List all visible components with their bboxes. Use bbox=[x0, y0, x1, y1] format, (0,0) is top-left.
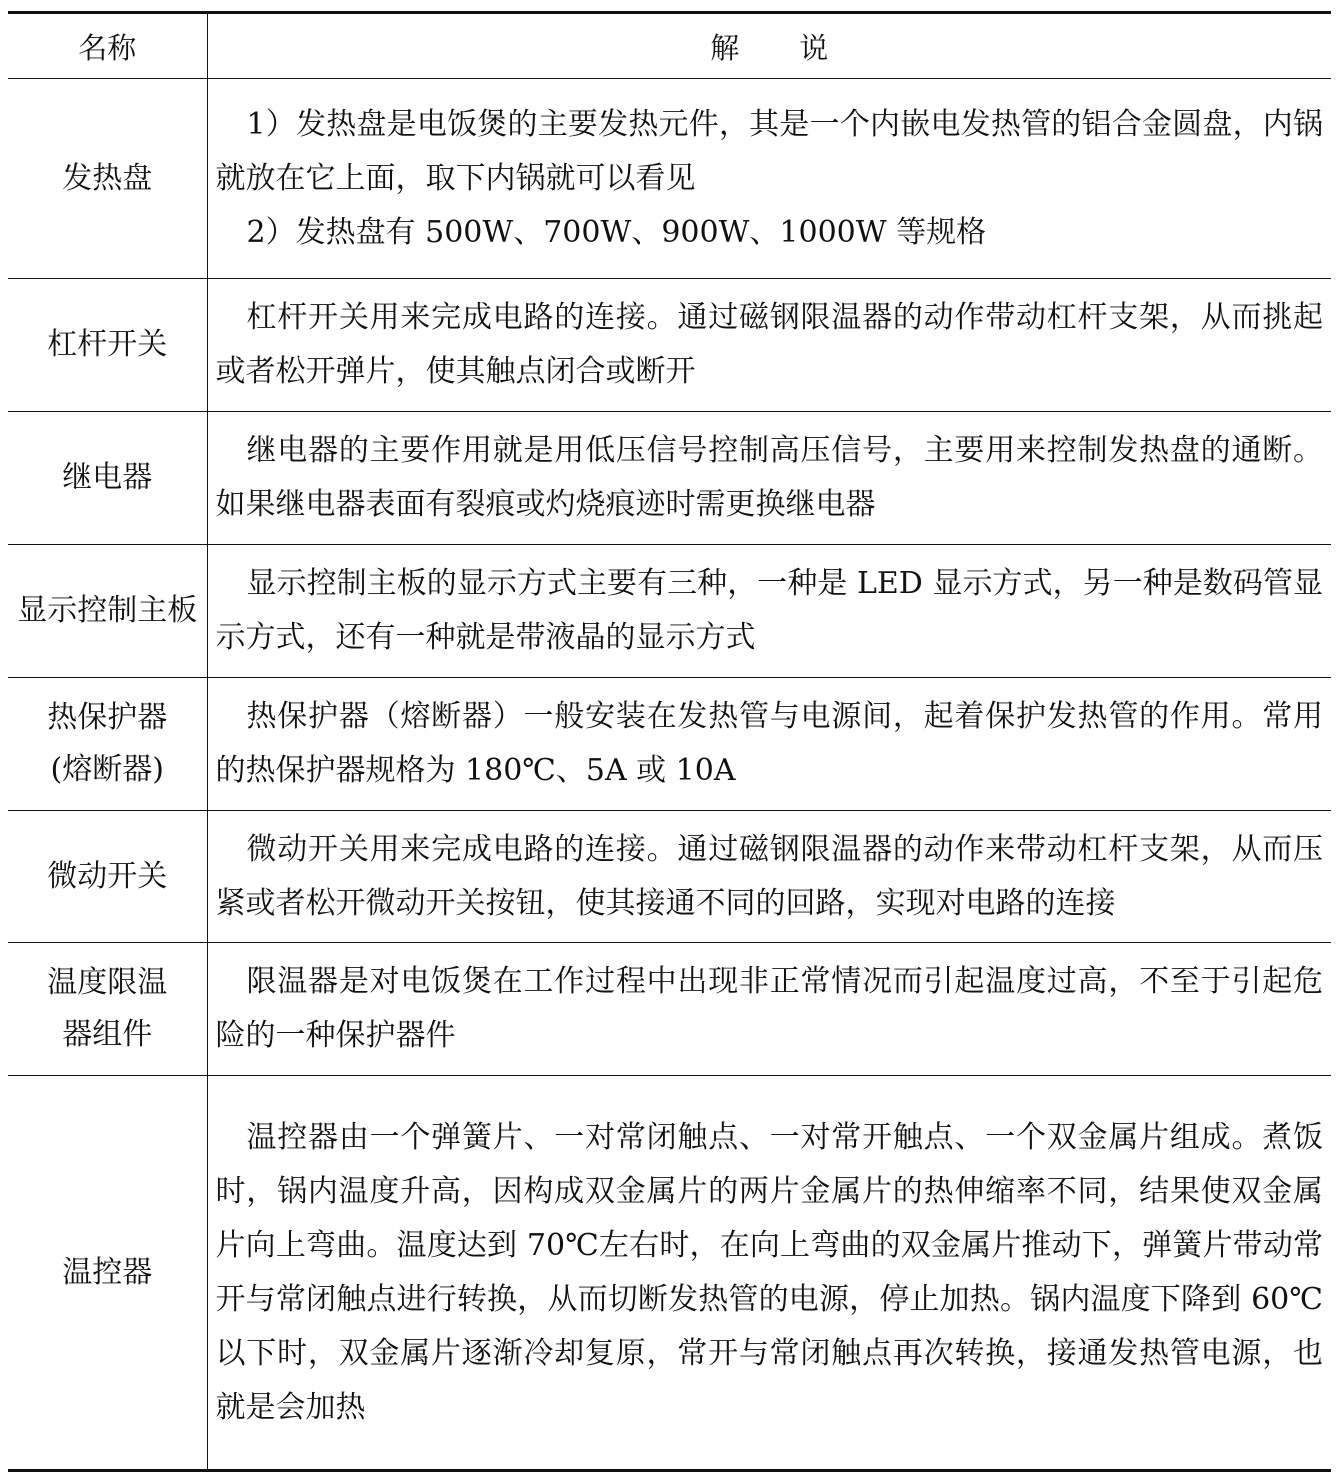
component-name: 显示控制主板 bbox=[17, 593, 198, 628]
description-paragraph: 限温器是对电饭煲在工作过程中出现非正常情况而引起温度过高，不至于引起危险的一种保护器件 bbox=[215, 964, 1323, 1053]
description-paragraph: 杠杆开关用来完成电路的连接。通过磁钢限温器的动作带动杠杆支架，从而挑起或者松开弹片，使其触点闭合或断开 bbox=[215, 300, 1323, 389]
name-column-header: 名称 bbox=[8, 13, 207, 79]
component-name: 热保护器 bbox=[47, 700, 168, 735]
component-name-cell bbox=[8, 943, 207, 1076]
description-paragraph: 微动开关用来完成电路的连接。通过磁钢限温器的动作来带动杠杆支架，从而压紧或者松开微动开关按钮，使其接通不同的回路，实现对电路的连接 bbox=[215, 831, 1323, 921]
component-table bbox=[8, 11, 1331, 1472]
description-paragraph: 2）发热盘有 500W、700W、900W、1000W 等规格 bbox=[246, 214, 987, 250]
table-row bbox=[8, 545, 1331, 678]
component-description-cell bbox=[207, 1076, 1331, 1471]
table-row bbox=[8, 79, 1331, 279]
component-description-cell bbox=[207, 279, 1331, 412]
table-row bbox=[8, 279, 1331, 412]
component-name: 发热盘 bbox=[62, 160, 153, 196]
component-name: 器组件 bbox=[62, 1017, 153, 1052]
component-name-cell bbox=[8, 811, 207, 943]
component-name: 杠杆开关 bbox=[47, 327, 168, 362]
component-description-cell bbox=[207, 79, 1331, 279]
description-column-header: 解说 bbox=[207, 13, 1331, 79]
table-row bbox=[8, 678, 1331, 811]
description-paragraph: 继电器的主要作用就是用低压信号控制高压信号，主要用来控制发热盘的通断。如果继电器表面有裂痕或灼烧痕迹时需更换继电器 bbox=[215, 433, 1323, 522]
component-name: (熔断器) bbox=[50, 752, 164, 787]
component-table-container bbox=[8, 11, 1331, 1472]
component-description-cell bbox=[207, 412, 1331, 545]
component-description-cell bbox=[207, 545, 1331, 678]
description-paragraph: 温控器由一个弹簧片、一对常闭触点、一对常开触点、一个双金属片组成。煮饭时，锅内温度升高，因构成双金属片的两片金属片的热伸缩率不同，结果使双金属片向上弯曲。温度达到 70℃左右时，在向上弯曲的双金属片推动下，弹簧片带动常开与常闭触点进行转换，从而切断发热管的电源，停止加热。锅内温度下降到 60℃以下时，双金属片逐渐冷却复原，常开与常闭触点再次转换，接通发热管电源，也就是会加热 bbox=[215, 1119, 1323, 1425]
component-description-cell bbox=[207, 943, 1331, 1076]
table-row bbox=[8, 412, 1331, 545]
component-description-cell bbox=[207, 811, 1331, 943]
component-name: 温度限温 bbox=[47, 965, 168, 1000]
component-description-cell bbox=[207, 678, 1331, 811]
component-name: 微动开关 bbox=[47, 858, 168, 894]
description-paragraph: 热保护器（熔断器）一般安装在发热管与电源间，起着保护发热管的作用。常用的热保护器规格为 180℃、5A 或 10A bbox=[215, 699, 1323, 788]
table-row bbox=[8, 1076, 1331, 1471]
component-name-cell bbox=[8, 545, 207, 678]
component-name: 温控器 bbox=[62, 1254, 153, 1290]
table-row bbox=[8, 943, 1331, 1076]
component-name-cell bbox=[8, 1076, 207, 1471]
component-name-cell bbox=[8, 79, 207, 279]
component-name-cell bbox=[8, 412, 207, 545]
table-row bbox=[8, 811, 1331, 943]
component-name-cell bbox=[8, 279, 207, 412]
component-name-cell bbox=[8, 678, 207, 811]
description-paragraph: 显示控制主板的显示方式主要有三种，一种是 LED 显示方式，另一种是数码管显示方式，还有一种就是带液晶的显示方式 bbox=[215, 566, 1323, 655]
description-paragraph: 1）发热盘是电饭煲的主要发热元件，其是一个内嵌电发热管的铝合金圆盘，内锅就放在它上面，取下内锅就可以看见 bbox=[215, 106, 1323, 196]
table-header-row bbox=[8, 13, 1331, 79]
component-name: 继电器 bbox=[62, 460, 153, 495]
